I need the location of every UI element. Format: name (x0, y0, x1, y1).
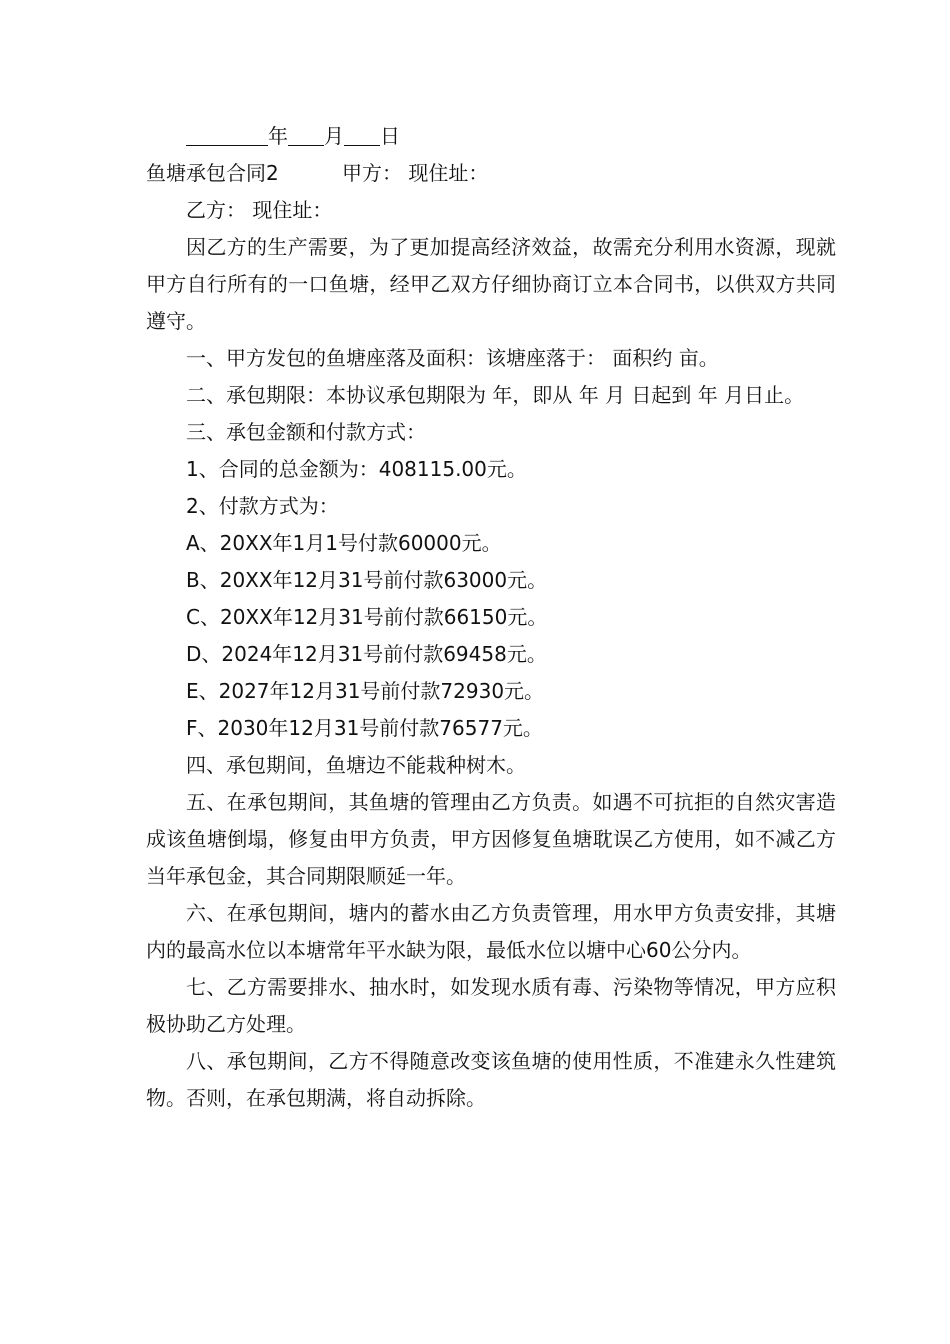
month-label: 月 (324, 124, 344, 148)
clause-7-pollution: 七、乙方需要排水、抽水时，如发现水质有毒、污染物等情况，甲方应积极协助乙方处理。 (146, 975, 836, 1036)
day-label: 日 (380, 124, 400, 148)
contract-title: 鱼塘承包合同2 (146, 161, 279, 185)
clause-4-trees: 四、承包期间，鱼塘边不能栽种树木。 (186, 753, 526, 777)
contract-body (146, 118, 836, 1117)
clause-3-method: 2、付款方式为： (186, 494, 339, 518)
day-blank (344, 119, 380, 146)
clause-2-term: 二、承包期限：本协议承包期限为 年，即从 年 月 日起到 年 月日止。 (186, 383, 805, 407)
clause-1-location: 一、甲方发包的鱼塘座落及面积：该塘座落于： 面积约 亩。 (186, 346, 719, 370)
signature-date-line (146, 118, 836, 155)
party-b-line: 乙方： 现住址： (186, 198, 333, 222)
payment-item-b: B、20XX年12月31号前付款63000元。 (186, 568, 548, 592)
clause-6-water: 六、在承包期间，塘内的蓄水由乙方负责管理，用水甲方负责安排，其塘内的最高水位以本塘常年平水缺为限，最低水位以塘中心60公分内。 (146, 901, 836, 962)
clause-3-total: 1、合同的总金额为：408115.00元。 (186, 457, 527, 481)
payment-item-f: F、2030年12月31号前付款76577元。 (186, 716, 543, 740)
payment-item-d: D、2024年12月31号前付款69458元。 (186, 642, 547, 666)
year-label: 年 (268, 124, 288, 148)
clause-5-management: 五、在承包期间，其鱼塘的管理由乙方负责。如遇不可抗拒的自然灾害造成该鱼塘倒塌，修复由甲方负责，甲方因修复鱼塘耽误乙方使用，如不减乙方当年承包金，其合同期限顺延一年。 (146, 790, 836, 888)
intro-paragraph: 因乙方的生产需要，为了更加提高经济效益，故需充分利用水资源，现就甲方自行所有的一口鱼塘，经甲乙双方仔细协商订立本合同书，以供双方共同遵守。 (146, 235, 836, 333)
payment-item-c: C、20XX年12月31号前付款66150元。 (186, 605, 548, 629)
title-row (146, 155, 836, 192)
month-blank (288, 119, 324, 146)
party-a-line: 甲方： 现住址： (342, 161, 489, 185)
clause-3-payment: 三、承包金额和付款方式： (186, 420, 426, 444)
payment-item-a: A、20XX年1月1号付款60000元。 (186, 531, 502, 555)
year-blank (186, 119, 268, 146)
payment-item-e: E、2027年12月31号前付款72930元。 (186, 679, 545, 703)
clause-8-buildings: 八、承包期间，乙方不得随意改变该鱼塘的使用性质，不准建永久性建筑物。否则，在承包期满，将自动拆除。 (146, 1049, 836, 1110)
